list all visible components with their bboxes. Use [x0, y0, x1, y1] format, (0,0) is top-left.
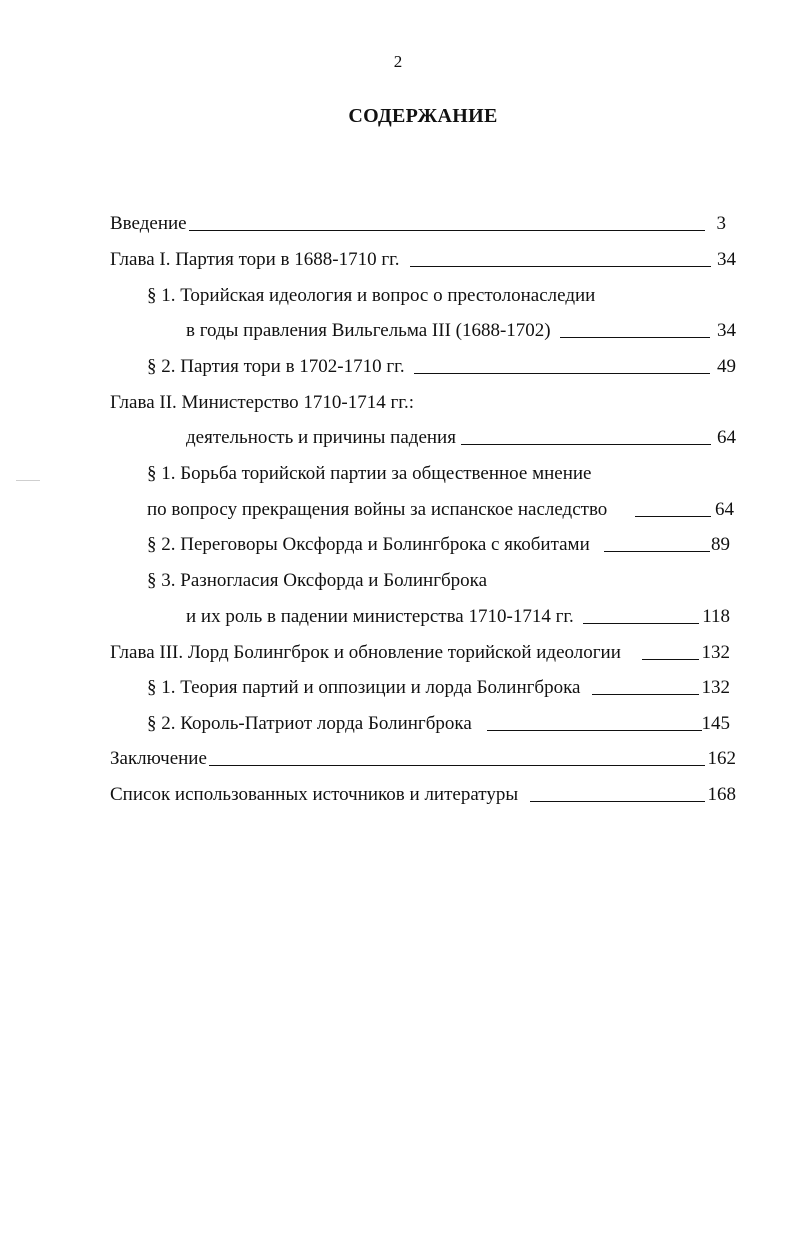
toc-leader — [604, 551, 710, 552]
toc-entry-text: Заключение — [110, 748, 207, 769]
toc-entry-page: 132 — [701, 677, 730, 698]
toc-leader — [487, 730, 702, 731]
toc-entry-section-3-1 — [147, 675, 736, 701]
toc-entry-section-1-2 — [147, 354, 736, 380]
toc-entry-page: 145 — [701, 713, 730, 734]
toc-entry-text: Введение — [110, 213, 187, 234]
toc-entry-chapter-2 — [186, 425, 736, 451]
toc-entry-conclusion — [110, 746, 736, 772]
toc-entry-section-1-1-line1: § 1. Торийская идеология и вопрос о престолонаследии — [147, 285, 596, 306]
toc-entry-text: Глава I. Партия тори в 1688-1710 гг. — [110, 249, 400, 270]
toc-entry-text: в годы правления Вильгельма III (1688-1702) — [186, 320, 551, 341]
toc-leader — [410, 266, 711, 267]
toc-entry-section-1-1 — [186, 318, 736, 344]
toc-entry-text: по вопросу прекращения войны за испанское наследство — [147, 499, 608, 520]
scan-artifact-mark — [16, 480, 40, 481]
toc-leader — [560, 337, 710, 338]
toc-entry-page: 132 — [701, 642, 730, 663]
toc-entry-page: 34 — [717, 249, 736, 270]
toc-entry-page: 168 — [707, 784, 736, 805]
toc-entry-page: 118 — [702, 606, 730, 627]
toc-entry-sources — [110, 782, 736, 808]
toc-entry-chapter-2-line1: Глава II. Министерство 1710-1714 гг.: — [110, 392, 414, 413]
toc-entry-page: 64 — [715, 499, 734, 520]
toc-entry-text: § 2. Король-Патриот лорда Болингброка — [147, 713, 472, 734]
toc-entry-page: 49 — [717, 356, 736, 377]
toc-entry-intro — [110, 211, 736, 237]
toc-entry-text: Список использованных источников и литературы — [110, 784, 519, 805]
toc-entry-page: 89 — [711, 534, 730, 555]
toc-entry-text: § 2. Переговоры Оксфорда и Болингброка с якобитами — [147, 534, 590, 555]
toc-leader — [461, 444, 711, 445]
toc-entry-page: 3 — [716, 213, 726, 234]
toc-entry-chapter-1 — [110, 247, 736, 273]
toc-title: СОДЕРЖАНИЕ — [348, 105, 498, 127]
toc-entry-text: § 2. Партия тори в 1702-1710 гг. — [147, 356, 405, 377]
page-number: 2 — [393, 52, 403, 71]
toc-entry-section-2-3 — [186, 604, 736, 630]
toc-leader — [189, 230, 705, 231]
toc-leader — [530, 801, 705, 802]
toc-entry-section-2-3-line1: § 3. Разногласия Оксфорда и Болингброка — [147, 570, 488, 591]
toc-leader — [209, 765, 705, 766]
toc-leader — [583, 623, 699, 624]
toc-entry-section-3-2 — [147, 711, 736, 737]
toc-entry-chapter-3 — [110, 640, 736, 666]
toc-leader — [635, 516, 711, 517]
toc-entry-text: и их роль в падении министерства 1710-1714 гг. — [186, 606, 574, 627]
toc-entry-page: 162 — [707, 748, 736, 769]
toc-leader — [642, 659, 699, 660]
toc-leader — [414, 373, 710, 374]
toc-entry-text: деятельность и причины падения — [186, 427, 456, 448]
toc-entry-page: 34 — [717, 320, 736, 341]
toc-entry-section-2-2 — [147, 532, 736, 558]
toc-entry-text: Глава III. Лорд Болингброк и обновление торийской идеологии — [110, 642, 621, 663]
toc-entry-page: 64 — [717, 427, 736, 448]
toc-entry-section-2-1-line1: § 1. Борьба торийской партии за общественное мнение — [147, 463, 592, 484]
toc-leader — [592, 694, 699, 695]
toc-entry-section-2-1 — [147, 497, 736, 523]
toc-entry-text: § 1. Теория партий и оппозиции и лорда Болингброка — [147, 677, 581, 698]
